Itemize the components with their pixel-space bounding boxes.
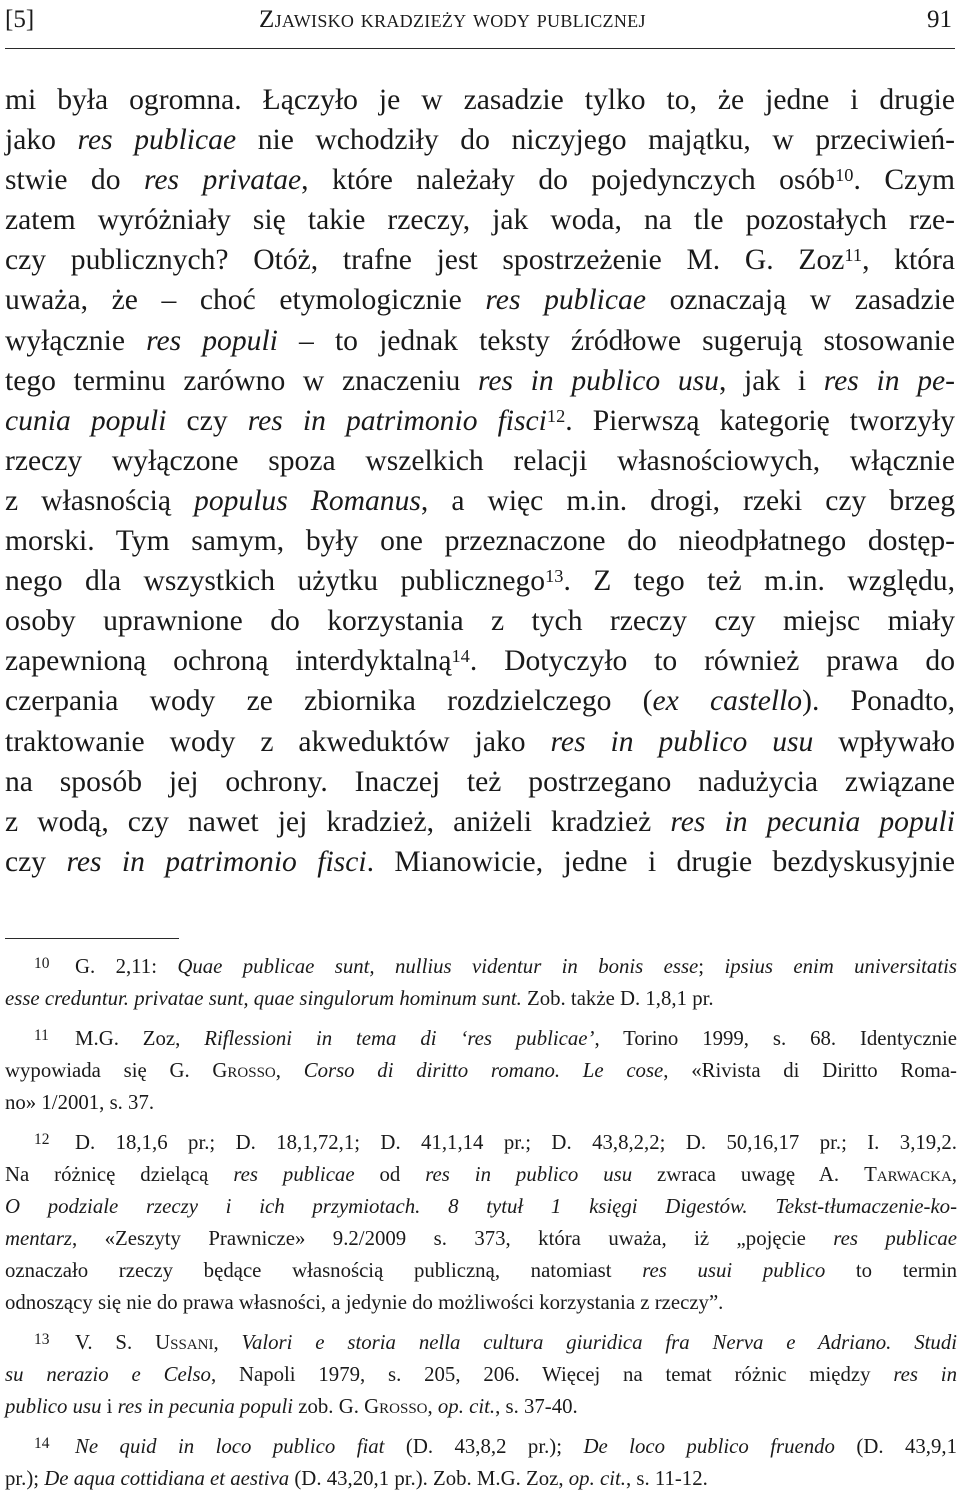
text-run: . Pierwszą kategorię tworzyły (565, 404, 955, 437)
footnote (5, 1023, 957, 1119)
footnote-ref: 10 (835, 164, 854, 185)
italic-text: res usui publico (642, 1259, 826, 1282)
text-run: zapewnioną ochroną interdyktalną (5, 645, 452, 678)
italic-text: esse creduntur. privatae sunt, quae singulorum hominum sunt. (5, 987, 522, 1010)
footnote-line (5, 1431, 957, 1463)
text-run: pr.); (5, 1467, 45, 1490)
body-line (5, 561, 955, 601)
footnote-ref: 11 (844, 245, 863, 266)
italic-text: res in patrimonio fisci (66, 845, 367, 878)
italic-text: res in patrimonio fisci (247, 404, 547, 437)
body-line (5, 601, 955, 641)
footnote-line (5, 1463, 957, 1495)
text-run: , s. 11-12. (625, 1467, 708, 1490)
text-run: , (275, 1059, 304, 1082)
text-run: na sposób jej ochrony. Inaczej też postrzegano nadużycia związane (5, 765, 955, 798)
text-run: , Napoli 1979, s. 205, 206. Więcej na temat różnic między (210, 1363, 894, 1386)
text-run: , (213, 1331, 242, 1354)
footnote-number: 10 (34, 955, 50, 972)
page-number: 91 (927, 6, 952, 33)
text-run: rzeczy wyłączone spoza wszelkich relacji własnościowych, włącznie (5, 444, 955, 477)
italic-text: publico usu (5, 1395, 102, 1418)
text-run: oznaczają w zasadzie (645, 284, 956, 317)
text-run: M.G. Zoz, (75, 1027, 205, 1050)
italic-text: populus Romanus (194, 484, 421, 517)
text-run: ). Ponadto, (802, 685, 956, 718)
text-run: (D. 43,8,2 pr.); (384, 1435, 584, 1458)
text-run: – to jednak teksty źródłowe sugerują stosowanie (277, 324, 955, 357)
text-run: od (354, 1163, 426, 1186)
body-line (5, 120, 955, 160)
text-run: , «Rivista di Diritto Roma- (663, 1059, 957, 1082)
text-run: D. 18,1,6 pr.; D. 18,1,72,1; D. 41,1,14 pr.; D. 43,8,2,2; D. 50,16,17 pr.; I. 3,19,2. (75, 1131, 957, 1154)
body-line (5, 481, 955, 521)
text-run: morski. Tym samym, były one przeznaczone do nieodpłatnego dostęp- (5, 525, 955, 558)
italic-text: De loco publico fruendo (583, 1435, 835, 1458)
body-line (5, 722, 955, 762)
text-run: , które należały do pojedynczych osób (301, 164, 836, 197)
text-run: , s. 37-40. (495, 1395, 578, 1418)
text-run: ; (698, 955, 725, 978)
italic-text: res publicae (233, 1163, 355, 1186)
italic-text: ipsius enim universitatis (724, 955, 957, 978)
italic-text: res in publico usu (550, 725, 814, 758)
text-run: zwraca uwagę A. (632, 1163, 865, 1186)
text-run: wpływało (813, 725, 956, 758)
body-line (5, 361, 955, 401)
text-run: . Dotyczyło to również prawa do (469, 645, 955, 678)
section-number: [5] (5, 6, 35, 33)
text-run: zob. G. (293, 1395, 365, 1418)
footnote-number: 12 (34, 1131, 50, 1148)
text-run: Na różnicę dzielącą (5, 1163, 234, 1186)
text-run: nie wchodziły do niczyjego majątku, w przeciwień- (236, 124, 956, 157)
footnote-line (5, 1359, 957, 1391)
italic-text: mentarz (5, 1227, 73, 1250)
text-run: (D. 43,9,1 (834, 1435, 958, 1458)
italic-text: Ne quid in loco publico fiat (75, 1435, 385, 1458)
text-run: z wodą, czy nawet jej kradzież, aniżeli kradzież (5, 805, 671, 838)
italic-text: ex castello (652, 685, 803, 718)
body-text (5, 80, 955, 882)
italic-text: Valori e storia nella cultura giuridica fra Nerva e Adriano. Studi (241, 1331, 957, 1354)
text-run: czerpania wody ze zbiornika rozdzielczego ( (5, 685, 653, 718)
italic-text: res publicae (485, 284, 646, 317)
text-run: czy publicznych? Otóż, trafne jest spostrzeżenie M. G. Zoz (5, 244, 845, 277)
footnote-line (5, 1087, 957, 1119)
text-run: G. 2,11: (75, 955, 178, 978)
body-line (5, 842, 955, 882)
body-line (5, 240, 955, 280)
text-run: wyłącznie (5, 324, 147, 357)
italic-text: su nerazio e Celso (5, 1363, 211, 1386)
body-line (5, 160, 955, 200)
body-line (5, 521, 955, 561)
italic-text: De aqua cottidiana et aestiva (44, 1467, 290, 1490)
italic-text: res in pe- (823, 364, 955, 397)
author-name: Tarwacka (864, 1163, 952, 1186)
text-run: Zob. także D. 1,8,1 pr. (521, 987, 714, 1010)
footnote (5, 1327, 957, 1423)
body-line (5, 441, 955, 481)
italic-text: res in pecunia populi (117, 1395, 294, 1418)
footnote-line (5, 951, 957, 983)
author-name: Grosso (212, 1059, 276, 1082)
italic-text: res in (893, 1363, 957, 1386)
text-run: , a więc m.in. drogi, rzeki czy brzeg (420, 484, 956, 517)
body-line (5, 401, 955, 441)
footnote-line (5, 1127, 957, 1159)
text-run: . Mianowicie, jedne i drugie bezdyskusyjnie (366, 845, 955, 878)
text-run: i (101, 1395, 118, 1418)
italic-text: O podziale rzeczy i ich przymiotach. 8 tytuł 1 księgi Digestów. Tekst-tłumaczenie-ko- (5, 1195, 957, 1218)
footnote-number: 14 (34, 1435, 50, 1452)
italic-text: res in pecunia populi (670, 805, 955, 838)
italic-text: Corso di diritto romano. Le cose (303, 1059, 664, 1082)
italic-text: res publicae (833, 1227, 957, 1250)
footnote-number: 11 (34, 1027, 49, 1044)
footnote-line (5, 1327, 957, 1359)
text-run: czy (5, 845, 67, 878)
italic-text: op. cit. (568, 1467, 626, 1490)
body-line (5, 321, 955, 361)
italic-text: res in publico usu (425, 1163, 633, 1186)
footnote-line (5, 1391, 957, 1423)
text-run: odnoszący się nie do prawa własności, a jedynie do możliwości korzystania z rzeczy”. (5, 1291, 724, 1314)
footnote-ref: 13 (545, 565, 564, 586)
footnote-number: 13 (34, 1331, 50, 1348)
footnote-line (5, 1023, 957, 1055)
text-run: nego dla wszystkich użytku publicznego (5, 565, 546, 598)
body-line (5, 762, 955, 802)
text-run: uważa, że – choć etymologicznie (5, 284, 486, 317)
italic-text: Riflessioni in tema di ‘res publicae’ (204, 1027, 595, 1050)
text-run: oznaczało rzeczy będące własnością publiczną, natomiast (5, 1259, 643, 1282)
footnote-ref: 14 (451, 646, 470, 667)
footnote-line (5, 1255, 957, 1287)
footnote-line (5, 1191, 957, 1223)
italic-text: op. cit. (437, 1395, 496, 1418)
footnote-separator (5, 938, 179, 939)
text-run: , jak i (718, 364, 824, 397)
text-run: wypowiada się G. (5, 1059, 213, 1082)
footnote (5, 951, 957, 1015)
italic-text: res in publico usu (477, 364, 719, 397)
footnotes (5, 951, 957, 1495)
text-run: z własnością (5, 484, 195, 517)
text-run: (D. 43,20,1 pr.). Zob. M.G. Zoz, (289, 1467, 569, 1490)
body-line (5, 802, 955, 842)
body-line (5, 280, 955, 320)
body-line (5, 641, 955, 681)
italic-text: res populi (146, 324, 278, 357)
text-run: traktowanie wody z akweduktów jako (5, 725, 551, 758)
text-run: stwie do (5, 164, 144, 197)
footnote (5, 1127, 957, 1319)
footnote-line (5, 1287, 957, 1319)
text-run: . Czym (853, 164, 956, 197)
italic-text: cunia populi (5, 404, 167, 437)
text-run: . Z tego też m.in. względu, (563, 565, 955, 598)
text-run: , (951, 1163, 957, 1186)
author-name: Grosso (364, 1395, 428, 1418)
author-name: Ussani (155, 1331, 214, 1354)
text-run: , która (862, 244, 955, 277)
running-header (5, 0, 952, 40)
text-run: , Torino 1999, s. 68. Identycznie (594, 1027, 957, 1050)
text-run: mi była ogromna. Łączyło je w zasadzie tylko to, że jedne i drugie (5, 84, 955, 116)
text-run: to termin (825, 1259, 957, 1282)
text-run: jako (5, 124, 78, 157)
footnote-ref: 12 (546, 405, 566, 426)
footnote-line (5, 983, 957, 1015)
body-line (5, 681, 955, 721)
footnote-line (5, 1223, 957, 1255)
text-run: , (427, 1395, 438, 1418)
body-line (5, 200, 955, 240)
running-title: Zjawisko kradzieży wody publicznej (259, 6, 646, 33)
text-run: tego terminu zarówno w znaczeniu (5, 364, 478, 397)
italic-text: res publicae (77, 124, 237, 157)
text-run: , «Zeszyty Prawnicze» 9.2/2009 s. 373, która uważa, iż „pojęcie (72, 1227, 834, 1250)
text-run: czy (166, 404, 248, 437)
footnote (5, 1431, 957, 1495)
footnote-line (5, 1055, 957, 1087)
text-run: V. S. (75, 1331, 156, 1354)
text-run: zatem wyróżniały się takie rzeczy, jak woda, na tle pozostałych rze- (5, 204, 955, 237)
footnote-line (5, 1159, 957, 1191)
italic-text: res privatae (144, 164, 302, 197)
italic-text: Quae publicae sunt, nullius videntur in bonis esse (177, 955, 699, 978)
text-run: no» 1/2001, s. 37. (5, 1091, 155, 1114)
text-run: osoby uprawnione do korzystania z tych rzeczy czy miejsc miały (5, 605, 955, 638)
body-line (5, 80, 955, 120)
header-rule (5, 48, 955, 49)
